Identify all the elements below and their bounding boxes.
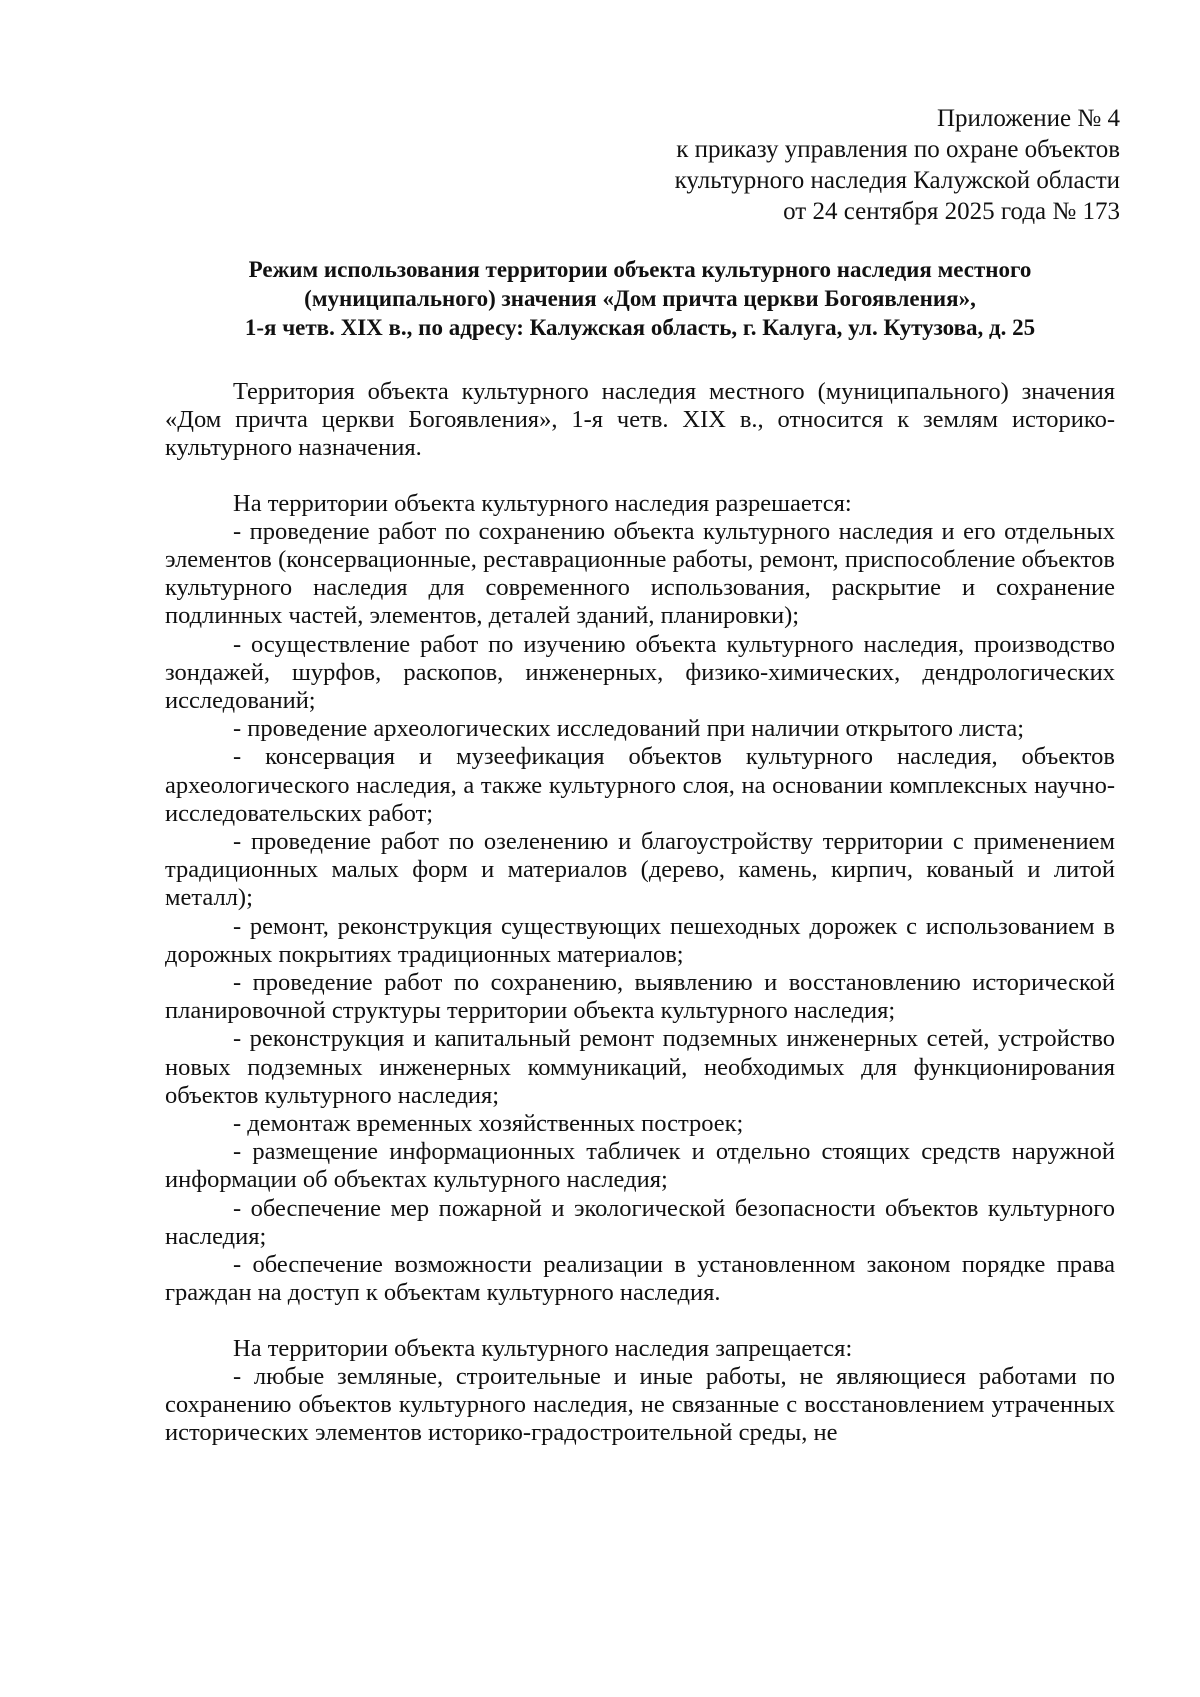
- title-line-1: Режим использования территории объекта культурного наследия местного: [248, 257, 1032, 282]
- list-item: - осуществление работ по изучению объекта культурного наследия, производство зондажей, шурфов, раскопов, инженерных, физико-химических, дендрологических исследований;: [165, 630, 1115, 715]
- prohibited-heading: На территории объекта культурного наследия запрещается:: [233, 1334, 853, 1362]
- list-item: - реконструкция и капитальный ремонт подземных инженерных сетей, устройство новых подземных инженерных коммуникаций, необходимых для функционирования объектов культурного наследия;: [165, 1025, 1115, 1109]
- appendix-number: Приложение № 4: [936, 105, 1120, 132]
- list-item: - ремонт, реконструкция существующих пешеходных дорожек с использованием в дорожных покрытиях традиционных материалов;: [165, 912, 1115, 968]
- title-line-3: 1-я четв. XIX в., по адресу: Калужская область, г. Калуга, ул. Кутузова, д. 25: [244, 315, 1036, 340]
- authority-name: культурного наследия Калужской области: [674, 167, 1120, 194]
- document-title: [160, 255, 1120, 342]
- list-item: - любые земляные, строительные и иные работы, не являющиеся работами по сохранению объектов культурного наследия, не связанные с восстановлением утраченных исторических элементов историко-градостроительной среды, не: [165, 1362, 1115, 1447]
- list-item: - проведение работ по сохранению, выявлению и восстановлению исторической планировочной структуры территории объекта культурного наследия;: [165, 969, 1115, 1025]
- appendix-header: [675, 103, 1120, 227]
- list-item: - размещение информационных табличек и отдельно стоящих средств наружной информации об объектах культурного наследия;: [165, 1138, 1115, 1194]
- list-item: - проведение археологических исследований при наличии открытого листа;: [233, 715, 1025, 743]
- list-item: - обеспечение мер пожарной и экологической безопасности объектов культурного наследия;: [165, 1194, 1115, 1250]
- prohibited-list: [165, 1363, 1115, 1448]
- allowed-list: [165, 518, 1115, 1308]
- list-item: - проведение работ по сохранению объекта культурного наследия и его отдельных элементов (консервационные, реставрационные работы, ремонт, приспособление объектов культурного наследия для современного использования, раскрытие и сохранение подлинных частей, элементов, деталей зданий, планировки);: [165, 517, 1115, 630]
- list-item: - обеспечение возможности реализации в установленном законом порядке права граждан на доступ к объектам культурного наследия.: [165, 1251, 1115, 1307]
- list-item: - консервация и музеефикация объектов культурного наследия, объектов археологического наследия, а также культурного слоя, на основании комплексных научно-исследовательских работ;: [165, 743, 1115, 827]
- order-date: от 24 сентября 2025 года № 173: [783, 198, 1120, 225]
- title-line-2: (муниципального) значения «Дом причта церкви Богоявления»,: [304, 286, 976, 311]
- list-item: - проведение работ по озеленению и благоустройству территории с применением традиционных малых форм и материалов (дерево, камень, кирпич, кованый и литой металл);: [165, 828, 1115, 912]
- list-item: - демонтаж временных хозяйственных построек;: [233, 1110, 744, 1138]
- allowed-heading: На территории объекта культурного наследия разрешается:: [233, 489, 852, 517]
- order-reference: к приказу управления по охране объектов: [676, 136, 1120, 163]
- document-body: [165, 378, 1115, 1447]
- intro-paragraph: Территория объекта культурного наследия местного (муниципального) значения «Дом причта церкви Богоявления», 1-я четв. XIX в., относится к землям историко-культурного назначения.: [165, 378, 1115, 462]
